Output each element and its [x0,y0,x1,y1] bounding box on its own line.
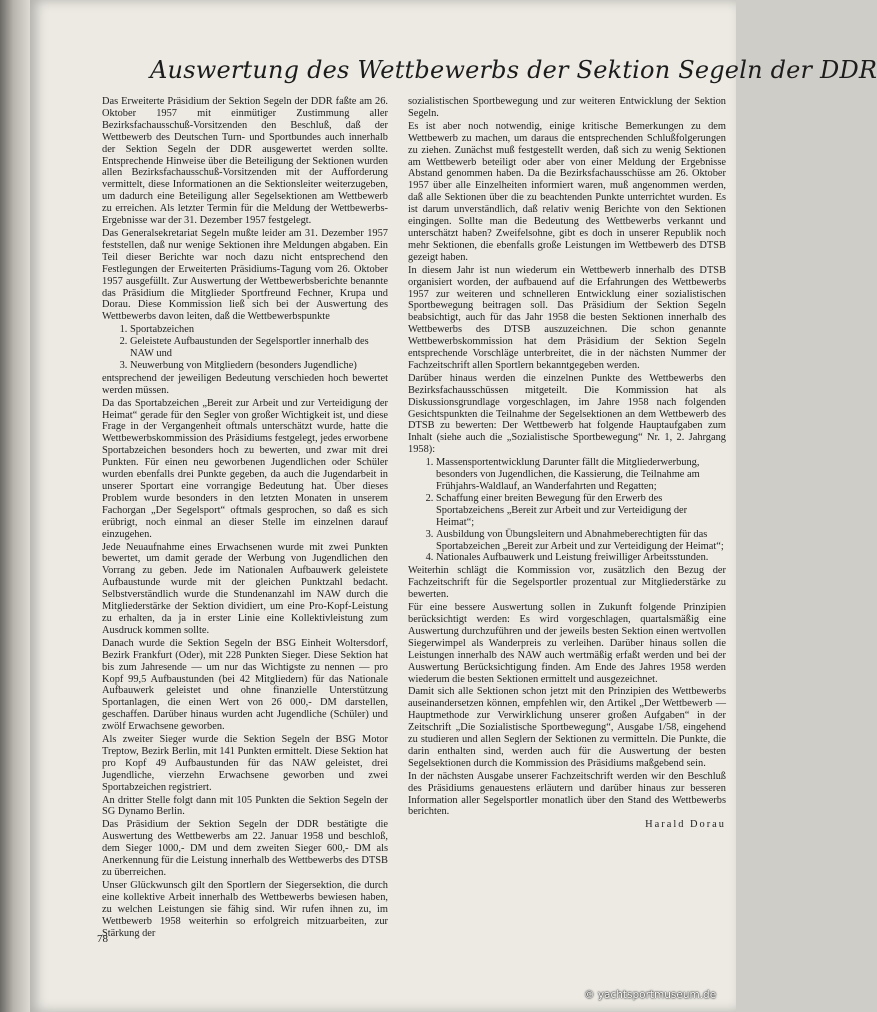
paragraph: Unser Glückwunsch gilt den Sportlern der Siegersektion, die durch eine kollektive Arbeit innerhalb des Wettbewerbs bewiesen haben, zu welchen Leistungen sie fähig sind. Wir rufen ihnen zu, im Wettbewerb 1958 weiterhin so erfolgreich mitzuarbeiten, zur Stärkung der [102,879,388,939]
article-title: Auswertung des Wettbewerbs der Sektion Segeln der DDR [150,56,877,84]
paragraph: Danach wurde die Sektion Segeln der BSG Einheit Woltersdorf, Bezirk Frankfurt (Oder), mit 228 Punkten Sieger. Diese Sektion hat bis zum Jahresende — um nur das Wichtigste zu nennen — pro Kopf 99,5 Aufbaustunden (bei 42 Mitgliedern) für das Nationale Aufbauwerk geleistet und ohne finanzielle Unterstützung Sportanlagen, die einen Wert von 26 000,- DM darstellen, geschaffen. Darüber hinaus wurden acht Jugendliche (Schüler) und zwölf Erwachsene geworben. [102,637,388,733]
paragraph: Darüber hinaus werden die einzelnen Punkte des Wettbewerbs den Bezirksfachausschüssen mitgeteilt. Die Kommission hat als Diskussionsgrundlage vorgeschlagen, im Jahre 1958 nach folgenden Gesichtspunkten die Teilnahme der Segelsektionen an dem Wettbewerb des DTSB zu bewerten: Der Wettbewerb hat folgende Hauptaufgaben zum Inhalt (siehe auch die „Sozialistische Sportbewegung“ Nr. 1, 2. Jahrgang 1958): [408,372,726,456]
right-text-column [408,96,726,912]
paragraph: Das Generalsekretariat Segeln mußte leider am 31. Dezember 1957 feststellen, daß nur wenige Sektionen ihre Meldungen abgaben. Ein Teil dieser Berichte war noch dazu nicht entsprechend den Festlegungen der Erweiterten Präsidiums-Tagung vom 26. Oktober 1957 ausgefüllt. Zur Auswertung der Wettbewerbsberichte benannte das Präsidium die Mitglieder Sportfreund Fechner, Krupa und Dorau. Diese Kommission ließ sich bei der Auswertung des Wettbewerbs davon leiten, daß die Wettbewerbspunkte [102,227,388,323]
paragraph: Das Erweiterte Präsidium der Sektion Segeln der DDR faßte am 26. Oktober 1957 mit einmütiger Zustimmung aller Bezirksfachausschuß-Vorsitzenden den Beschluß, daß der Wettbewerb des Deutschen Turn- und Sportbundes auch innerhalb der Sektion Segeln der DDR ausgewertet werden sollte. Entsprechende Hinweise über die Beteiligung der Sektionen wurden allen Bezirksfachausschuß-Vorsitzenden mit der Aufforderung vermittelt, diese Informationen an die Sektionsleiter weiterzugeben, um dadurch eine Beteiligung aller Segelsektionen am Wettbewerb zu erreichen. Als letzter Termin für die Meldung der Wettbewerbs-Ergebnisse war der 31. Dezember 1957 festgelegt. [102,96,388,227]
numbered-list [102,324,388,372]
list-item: 1. Sportabzeichen [130,324,388,336]
list-item: 2. Schaffung einer breiten Bewegung für den Erwerb des Sportabzeichens „Bereit zur Arbeit und zur Verteidigung der Heimat“; [436,493,726,529]
paragraph: In diesem Jahr ist nun wiederum ein Wettbewerb innerhalb des DTSB organisiert worden, der aufbauend auf die Erfahrungen des Wettbewerbs 1957 zur weiteren und schnelleren Entwicklung einer sozialistischen Sportbewegung beitragen soll. Das Präsidium der Sektion Segeln beabsichtigt, auch für das Jahr 1958 die besten Sektionen innerhalb des Wettbewerbs des DTSB auszuzeichnen. Die schon genannte Wettbewerbskommission hat dem Präsidium der Sektion Segeln entsprechende Vorschläge unterbreitet, die in der nächsten Nummer der Fachzeitschrift allen Sportlern bekanntgegeben werden. [408,264,726,371]
list-item: 1. Massensportentwicklung Darunter fällt die Mitgliederwerbung, besonders von Jugendlichen, die Kassierung, die Teilnahme am Frühjahrs-Waldlauf, an Wanderfahrten und Regatten; [436,457,726,493]
paragraph: Das Präsidium der Sektion Segeln der DDR bestätigte die Auswertung des Wettbewerbs am 22. Januar 1958 und beschloß, dem Sieger 1000,- DM und dem zweiten Sieger 600,- DM als Anerkennung für die Leistung innerhalb des Wettbewerbs des DTSB zu überreichen. [102,819,388,878]
list-item: 4. Nationales Aufbauwerk und Leistung freiwilliger Arbeitsstunden. [436,552,726,564]
page-number: 78 [97,933,108,945]
paragraph: An dritter Stelle folgt dann mit 105 Punkten die Sektion Segeln der SG Dynamo Berlin. [102,794,388,818]
list-item: 3. Ausbildung von Übungsleitern und Abnahmeberechtigten für das Sportabzeichen „Bereit zur Arbeit und zur Verteidigung der Heimat“; [436,529,726,553]
paragraph: Weiterhin schlägt die Kommission vor, zusätzlich den Bezug der Fachzeitschrift für die Segelsportler prozentual zur Mitgliederstärke zu bewerten. [408,565,726,601]
paragraph: Damit sich alle Sektionen schon jetzt mit den Prinzipien des Wettbewerbs auseinandersetzen können, empfehlen wir, den Artikel „Der Wettbewerb — Hauptmethode zur Verwirklichung unserer großen Aufgaben“ in der Zeitschrift „Die Sozialistische Sportbewegung“, Ausgabe 1/58, eingehend zu studieren und allen Seglern der Sektionen zu vermitteln. Die Punkte, die darin enthalten sind, werden auch für die Auswertung der besten Segelsektionen durch die Kommission des Präsidiums maßgebend sein. [408,686,726,769]
paragraph: Für eine bessere Auswertung sollen in Zukunft folgende Prinzipien berücksichtigt werden: Es wird vorgeschlagen, quartalsmäßig eine Auswertung durchzuführen und der jeweils besten Sektion einen wertvollen Siegerwimpel als Wanderpreis zu verleihen. Darüber hinaus sollen die Leistungen innerhalb des NAW auch wertmäßig erfaßt werden und bei der Auswertung Berücksichtigung finden. Am Ende des Jahres 1958 werden wiederum die besten Sektionen ermittelt und ausgezeichnet. [408,602,726,685]
author-signature: Harald Dorau [645,819,726,831]
paragraph: In der nächsten Ausgabe unserer Fachzeitschrift werden wir den Beschluß des Präsidiums genauestens erläutern und darüber hinaus zur besseren Information aller Segelsportler monatlich über den Stand des Wettbewerbs berichten. [408,770,726,818]
book-spine [0,0,30,1012]
left-text-column [102,96,388,939]
paragraph: Jede Neuaufnahme eines Erwachsenen wurde mit zwei Punkten bewertet, um damit gerade der Werbung von Jugendlichen den Vorrang zu geben. Jede im Nationalen Aufbauwerk geleistete Aufbaustunde wurde mit der gleichen Punktzahl bedacht. Selbstverständlich wurde die Stundenanzahl im NAW durch die Mitgliederstärke der Sektion dividiert, um eine Pro-Kopf-Leistung zu erhalten, da ja in erster Linie eine Kollektivleistung zum Ausdruck kommen sollte. [102,541,388,636]
paragraph: Da das Sportabzeichen „Bereit zur Arbeit und zur Verteidigung der Heimat“ gerade für den Segler von großer Wichtigkeit ist, und diese Frage in der Vergangenheit oftmals unterschätzt wurde, hatte die Wettbewerbskommission des Präsidiums festgelegt, jedes erworbene Sportabzeichen besonders hoch zu bewerten, und zwar mit drei Punkten. Für einen neu geworbenen Jugendlichen oder Schüler wurden ebenfalls drei Punkte gegeben, da auch die Jugendarbeit in unserer Sportart eine vorrangige Bedeutung hat. Über dieses Problem wurde besonders in den letzten Monaten in unserem Fachorgan „Der Segelsport“ oftmals gesprochen, so daß es sich erübrigt, noch einmal an dieser Stelle im einzelnen darauf einzugehen. [102,397,388,540]
list-item: 3. Neuwerbung von Mitgliedern (besonders Jugendliche) [130,360,388,372]
paragraph: entsprechend der jeweiligen Bedeutung verschieden hoch bewertet werden müssen. [102,372,388,396]
paragraph: Als zweiter Sieger wurde die Sektion Segeln der BSG Motor Treptow, Bezirk Berlin, mit 141 Punkten ermittelt. Diese Sektion hat pro Kopf 49 Aufbaustunden für das NAW geleistet, drei Jugendliche, vierzehn Erwachsene geworben und zwei Sportabzeichen registriert. [102,734,388,793]
paragraph: Es ist aber noch notwendig, einige kritische Bemerkungen zu dem Wettbewerb zu machen, um daraus die entsprechenden Schlußfolgerungen zu ziehen. Zunächst muß festgestellt werden, daß sich zu wenig Sektionen am Wettbewerb beteiligt oder aber von einer Meldung der Ergebnisse Abstand genommen haben. Da die Bezirksfachausschüsse am 26. Oktober 1957 über alle Einzelheiten informiert waren, muß angenommen werden, daß alle Sektionen über die zu beachtenden Punkte unterrichtet wurden. Es ist darum unverständlich, daß relativ wenig Berichte von den Sektionen eingingen. Sollte man die Bedeutung des Wettbewerbs verkannt und unterschätzt haben? Zweifelsohne, gibt es doch in unserer Republik noch mehr Sektionen, die ebenfalls große Leistungen im Wettbewerb des DTSB gezeigt haben. [408,120,726,263]
numbered-list [408,457,726,564]
paragraph: sozialistischen Sportbewegung und zur weiteren Entwicklung der Sektion Segeln. [408,96,726,119]
list-item: 2. Geleistete Aufbaustunden der Segelsportler innerhalb des NAW und [130,336,388,360]
watermark: © yachtsportmuseum.de [584,989,717,1001]
